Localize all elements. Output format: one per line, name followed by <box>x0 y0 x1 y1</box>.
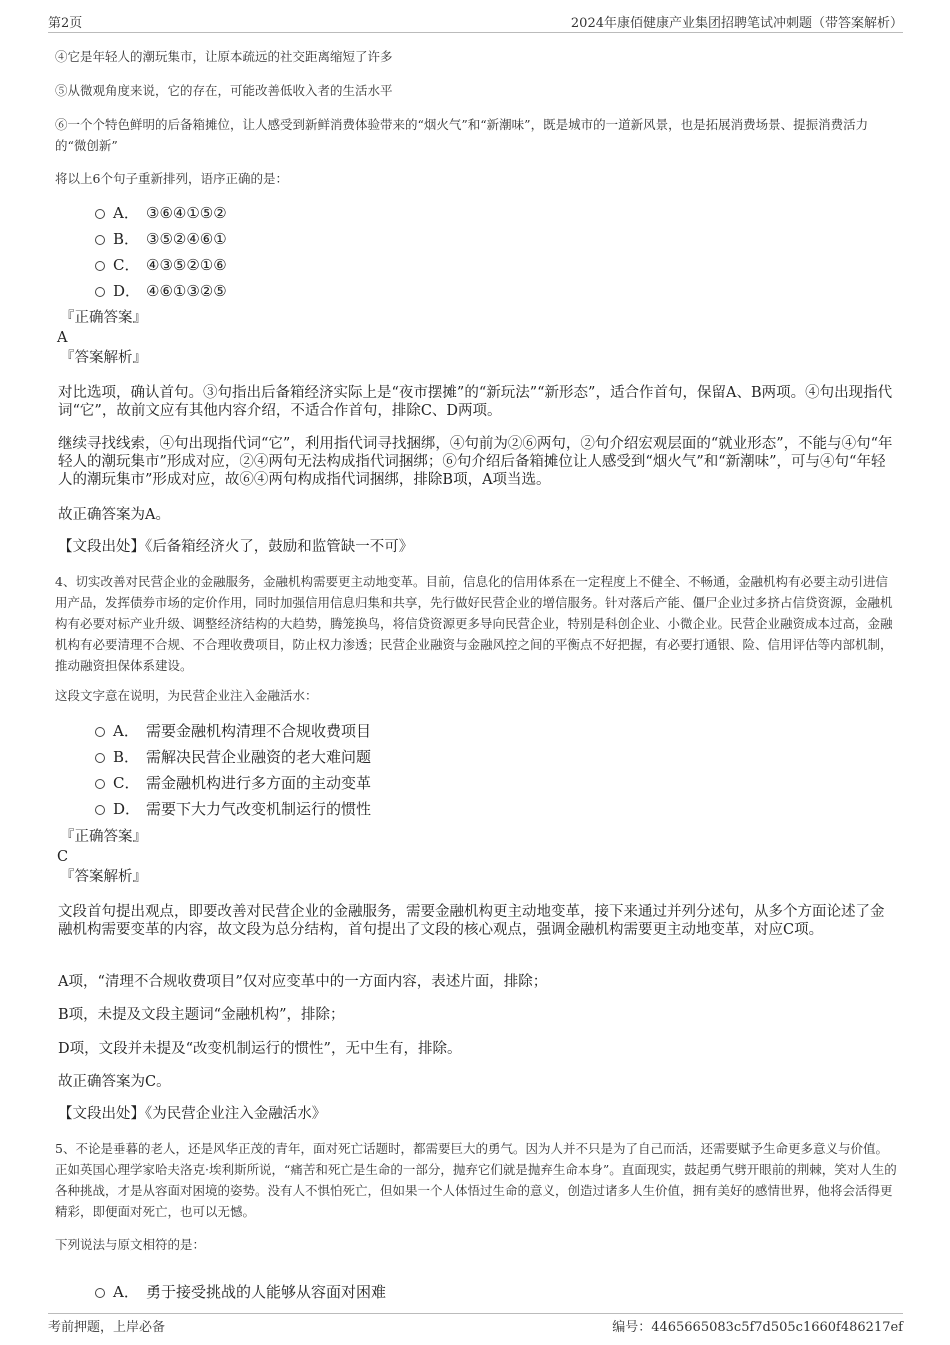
q3-analysis-2: 继续寻找线索，④句出现指代词“它”，利用指代词寻找捆绑，④句前为②⑥两句，②句介绍宏观层面的“就业形态”，不能与④句“年轻人的潮玩集市”形成对应，②④两句无法构成指代词捆绑；⑥句介绍后备箱摊位让人感受到“烟火气”和“新潮味”，可与④句“年轻人的潮玩集市”形成对应，故⑥④两句构成指代词捆绑，排除B项，A项当选。 <box>58 436 893 488</box>
q4-analysis-label: 『答案解析』 <box>60 869 147 885</box>
q4-source: 【文段出处】《为民营企业注入金融活水》 <box>58 1106 327 1122</box>
q3-sentence-5: ⑤从微观角度来说，它的存在，可能改善低收入者的生活水平 <box>55 83 393 98</box>
q3-sentence-4: ④它是年轻人的潮玩集市，让原本疏远的社交距离缩短了许多 <box>55 49 393 64</box>
radio-icon[interactable] <box>95 1288 105 1298</box>
q3-answer-label: 『正确答案』 <box>60 310 147 326</box>
page-footer <box>48 1313 903 1335</box>
q4-analysis-1: 文段首句提出观点，即要改善对民营企业的金融服务，需要金融机构更主动地变革，接下来通过并列分述句，从多个方面论述了金融机构需要变革的内容，故文段为总分结构，首句提出了文段的核心观点，强调金融机构需要更主动地变革，对应C项。 <box>58 904 885 938</box>
radio-icon[interactable] <box>95 779 105 789</box>
footer-slogan: 考前押题，上岸必备 <box>48 1320 166 1335</box>
document-title: 2024年康佰健康产业集团招聘笔试冲刺题（带答案解析） <box>570 16 903 31</box>
q5-stem: 5、不论是垂暮的老人，还是风华正茂的青年，面对死亡话题时，都需要巨大的勇气。因为人并不只是为了自己而活，还需要赋予生命更多意义与价值。正如英国心理学家哈夫洛克·埃利斯所说，“痛苦和死亡是生命的一部分，抛弃它们就是抛弃生命本身”。直面现实，鼓起勇气劈开眼前的荆棘，笑对人生的各种挑战，才是从容面对困境的姿势。没有人不惧怕死亡，但如果一个人体悟过生命的意义，创造过诸多人生价值，拥有美好的感情世界，他将会活得更精彩，即便面对死亡，也可以无憾。 <box>55 1141 897 1219</box>
q4-analysis-a: A项，“清理不合规收费项目”仅对应变革中的一方面内容，表述片面，排除； <box>58 974 548 990</box>
q4-option-c[interactable]: C． 需金融机构进行多方面的主动变革 <box>95 772 371 794</box>
q4-analysis-d: D项，文段并未提及“改变机制运行的惯性”，无中生有，排除。 <box>58 1041 462 1057</box>
q3-option-d[interactable]: D． ④⑥①③②⑤ <box>95 280 227 302</box>
page-header <box>48 12 903 33</box>
document-serial: 编号：4465665083c5f7d505c1660f486217ef <box>612 1320 903 1335</box>
q3-analysis-label: 『答案解析』 <box>60 350 147 366</box>
q3-option-c[interactable]: C． ④③⑤②①⑥ <box>95 254 227 276</box>
q4-option-d[interactable]: D． 需要下大力气改变机制运行的惯性 <box>95 798 371 820</box>
q5-prompt: 下列说法与原文相符的是： <box>55 1237 206 1252</box>
radio-icon[interactable] <box>95 287 105 297</box>
q5-option-a[interactable]: A． 勇于接受挑战的人能够从容面对困难 <box>95 1281 386 1303</box>
q3-conclusion: 故正确答案为A。 <box>58 507 170 523</box>
q4-stem: 4、切实改善对民营企业的金融服务，金融机构需要更主动地变革。目前，信息化的信用体系在一定程度上不健全、不畅通，金融机构有必要主动引进信用产品，发挥债券市场的定价作用，同时加强信用信息归集和共享，先行做好民营企业的增信服务。针对落后产能、僵尸企业过多挤占信贷资源，金融机构有必要对标产业升级、调整经济结构的大趋势，腾笼换鸟，将信贷资源更多导向民营企业，特别是科创企业、小微企业。民营企业融资成本过高，金融机构有必要清理不合规、不合理收费项目，防止权力渗透；民营企业融资与金融风控之间的平衡点不好把握，有必要打通银、险、信用评估等内部机制，推动融资担保体系建设。 <box>55 574 893 673</box>
q4-answer: C <box>57 849 69 865</box>
q3-option-a[interactable]: A． ③⑥④①⑤② <box>95 202 227 224</box>
page-number: 第2页 <box>48 16 83 31</box>
q3-answer: A <box>57 330 68 346</box>
radio-icon[interactable] <box>95 805 105 815</box>
radio-icon[interactable] <box>95 261 105 271</box>
q3-prompt: 将以上6个句子重新排列，语序正确的是： <box>55 171 288 186</box>
q3-analysis-1: 对比选项，确认首句。③句指出后备箱经济实际上是“夜市摆摊”的“新玩法”“新形态”，适合作首句，保留A、B两项。④句出现指代词“它”，故前文应有其他内容介绍，不适合作首句，排除C、D两项。 <box>58 385 893 419</box>
radio-icon[interactable] <box>95 235 105 245</box>
q4-analysis-b: B项，未提及文段主题词“金融机构”，排除； <box>58 1007 345 1023</box>
q3-source: 【文段出处】《后备箱经济火了，鼓励和监管缺一不可》 <box>58 539 414 555</box>
q3-sentence-6: ⑥一个个特色鲜明的后备箱摊位，让人感受到新鲜消费体验带来的“烟火气”和“新潮味”，既是城市的一道新风景，也是拓展消费场景、提振消费活力的“微创新” <box>55 117 869 153</box>
q4-option-b[interactable]: B． 需解决民营企业融资的老大难问题 <box>95 746 371 768</box>
radio-icon[interactable] <box>95 209 105 219</box>
q4-option-a[interactable]: A． 需要金融机构清理不合规收费项目 <box>95 720 371 742</box>
q4-conclusion: 故正确答案为C。 <box>58 1074 171 1090</box>
q4-prompt: 这段文字意在说明，为民营企业注入金融活水： <box>55 688 318 703</box>
radio-icon[interactable] <box>95 753 105 763</box>
q3-option-b[interactable]: B． ③⑤②④⑥① <box>95 228 227 250</box>
q4-answer-label: 『正确答案』 <box>60 829 147 845</box>
radio-icon[interactable] <box>95 727 105 737</box>
